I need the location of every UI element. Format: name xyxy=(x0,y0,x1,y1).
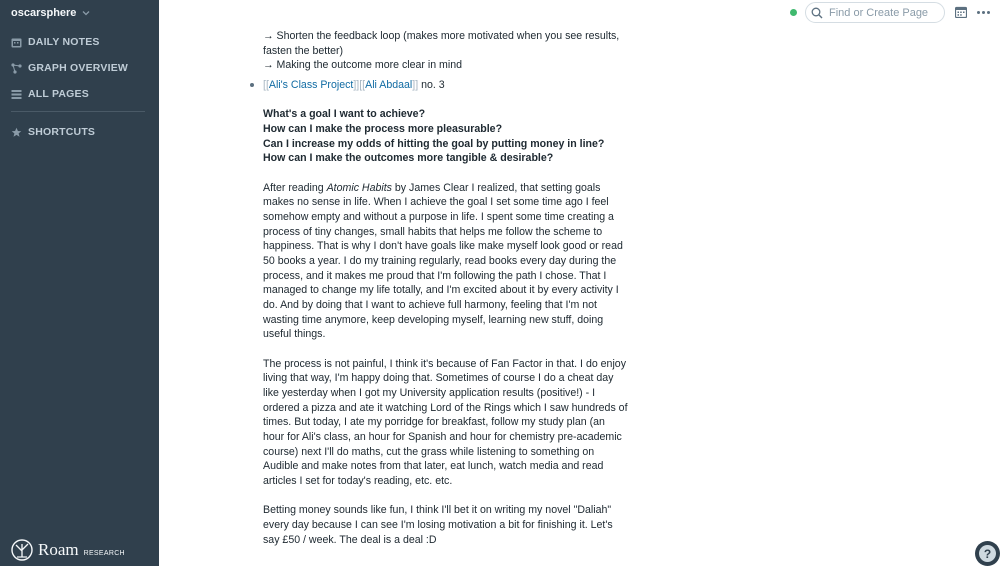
paragraph-line[interactable]: course) next I'll do maths, cut the grass while listening to something on xyxy=(263,446,595,458)
paragraph-line[interactable]: living that way, I'm happy doing that. Sometimes of course I do a cheat day xyxy=(263,372,614,384)
list-icon xyxy=(11,89,22,100)
block-text[interactable]: fasten the better) xyxy=(263,45,344,57)
dot-icon xyxy=(987,11,990,14)
paragraph-line[interactable]: happiness. That is why I don't have goals like make myself look good or read xyxy=(263,240,623,252)
question-text[interactable]: How can I make the outcomes more tangible & desirable? xyxy=(263,152,554,164)
paragraph-line[interactable]: managed to change my life totally, and I'm excited about it by every activity I xyxy=(263,284,619,296)
paragraph-line[interactable]: Audible and make notes from that later, eat lunch, watch media and read xyxy=(263,460,604,472)
sidebar-item-label: SHORTCUTS xyxy=(28,126,96,138)
help-icon: ? xyxy=(979,545,996,562)
search-bar[interactable] xyxy=(805,2,945,23)
question-text[interactable]: How can I make the process more pleasurable? xyxy=(263,123,503,135)
block-page-refs[interactable] xyxy=(263,78,633,93)
ref-bracket-close: ]] xyxy=(412,79,419,91)
paragraph-line[interactable]: like yesterday when I got my University application results (positive!) - I xyxy=(263,387,596,399)
book-title: Atomic Habits xyxy=(326,182,392,194)
paragraph-line[interactable]: process, and it makes me proud that I'm following the path I chose. That I xyxy=(263,270,607,282)
search-input[interactable] xyxy=(829,7,939,19)
paragraph-line[interactable]: makes no sense in life. When I achieve the goal I set some time ago I feel xyxy=(263,196,609,208)
paragraph-line[interactable]: Betting money sounds like fun, I think I'll bet it on writing my novel "Daliah" xyxy=(263,504,612,516)
logo-wordmark: Roam xyxy=(38,540,79,559)
star-icon xyxy=(11,127,22,138)
page-ref-alis-class-project[interactable]: Ali's Class Project xyxy=(268,79,354,91)
left-sidebar xyxy=(0,0,159,566)
calendar-icon xyxy=(11,37,22,48)
sidebar-item-daily-notes[interactable] xyxy=(11,34,100,50)
sidebar-item-label: GRAPH OVERVIEW xyxy=(28,62,129,74)
paragraph-line[interactable]: wasting time anymore, keep developing myself, learning new stuff, doing xyxy=(263,314,604,326)
bullet-icon[interactable] xyxy=(250,83,254,87)
paragraph-line[interactable]: say £50 / week. The deal is a deal :D xyxy=(263,534,437,546)
chevron-down-icon xyxy=(82,9,90,17)
paragraph-line[interactable] xyxy=(263,181,633,196)
paragraph-line[interactable]: process of tiny changes, small habits that helps me follow the scheme to xyxy=(263,226,603,238)
sidebar-item-graph-overview[interactable] xyxy=(11,60,128,76)
graph-name: oscarsphere xyxy=(11,7,77,19)
logo-subtitle: RESEARCH xyxy=(83,549,125,557)
paragraph-line[interactable]: articles I set for today's reading, etc. etc. xyxy=(263,475,453,487)
paragraph-line[interactable]: 50 books a year. I do my training regularly, read books every day during the xyxy=(263,255,617,267)
calendar-button-icon[interactable] xyxy=(955,6,967,18)
paragraph-line[interactable]: do. And by doing that I want to achieve full harmony, feeling that I'm not xyxy=(263,299,597,311)
text-span: by James Clear I realized, that setting goals xyxy=(391,182,601,194)
dot-icon xyxy=(982,11,985,14)
sidebar-divider xyxy=(11,111,145,112)
ref-bracket-open: [[ xyxy=(263,79,269,91)
sidebar-item-label: ALL PAGES xyxy=(28,88,89,100)
question-text[interactable]: What's a goal I want to achieve? xyxy=(263,108,426,120)
page-ref-ali-abdaal[interactable]: Ali Abdaal xyxy=(365,79,413,91)
paragraph-line[interactable]: hour for Ali's class, an hour for Spanish and hour for chemistry pre-academic xyxy=(263,431,622,443)
graph-icon xyxy=(11,63,22,74)
text-span: After reading xyxy=(263,182,327,194)
paragraph-line[interactable]: somehow empty and without a purpose in life. I spent some time creating a xyxy=(263,211,614,223)
sidebar-item-all-pages[interactable] xyxy=(11,86,89,102)
ref-bracket-close: ]] xyxy=(353,79,360,91)
help-button[interactable] xyxy=(975,541,1000,566)
more-options-button[interactable] xyxy=(977,6,990,18)
search-icon xyxy=(811,7,823,19)
ref-bracket-open: [[ xyxy=(359,79,366,91)
roam-logo xyxy=(11,539,125,561)
dot-icon xyxy=(977,11,980,14)
block-text[interactable]: → Making the outcome more clear in mind xyxy=(263,59,463,71)
paragraph-line[interactable]: times. But today, I ate my porridge for breakfast, follow my study plan (an xyxy=(263,416,605,428)
paragraph-line[interactable]: useful things. xyxy=(263,328,326,340)
paragraph-line[interactable]: every day because I can see I'm losing motivation a bit for finishing it. Let's xyxy=(263,519,613,531)
sidebar-item-shortcuts[interactable] xyxy=(11,124,95,140)
roam-tree-icon xyxy=(11,539,33,561)
paragraph-line[interactable]: ordered a pizza and ate it watching Lord of the Rings which I saw hundreds of xyxy=(263,402,628,414)
sync-status-indicator xyxy=(790,9,797,16)
question-text[interactable]: Can I increase my odds of hitting the goal by putting money in line? xyxy=(263,138,605,150)
graph-switcher[interactable] xyxy=(11,6,90,20)
paragraph-line[interactable]: The process is not painful, I think it's because of Fan Factor in that. I do enjoy xyxy=(263,358,626,370)
sidebar-item-label: DAILY NOTES xyxy=(28,36,100,48)
block-text[interactable]: → Shorten the feedback loop (makes more motivated when you see results, xyxy=(263,30,620,42)
ref-suffix: no. 3 xyxy=(418,79,445,91)
